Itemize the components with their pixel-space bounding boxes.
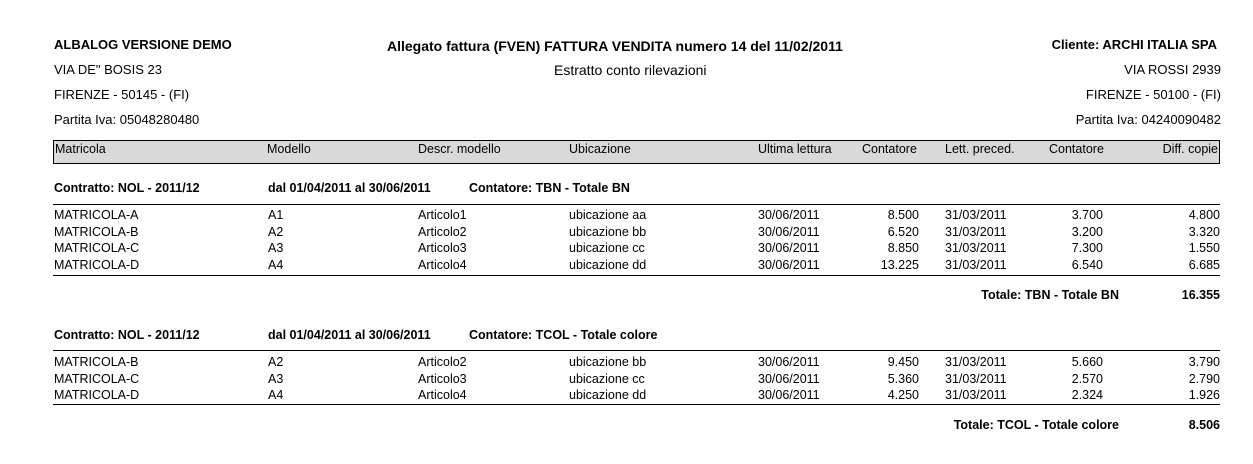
cell-descr: Articolo3 [418,241,467,255]
cell-ultima: 30/06/2011 [758,224,820,239]
cell-matricola: MATRICOLA-B [54,224,139,239]
section-1-total-label: Totale: TBN - Totale BN [981,288,1119,302]
cell-ultima: 30/06/2011 [758,208,820,222]
company-city: FIRENZE - 50145 - (FI) [54,87,190,102]
section-1-counter: Contatore: TBN - Totale BN [469,181,630,195]
cell-modello: A4 [268,257,284,272]
section-1-bottom-rule [53,275,1220,276]
cell-descr: Articolo3 [418,371,467,386]
cell-contatore2: 2.324 [1071,388,1103,402]
col-modello: Modello [267,142,311,156]
cell-diff: 2.790 [1188,371,1220,386]
cell-diff: 1.926 [1188,388,1220,402]
cell-contatore2: 6.540 [1071,257,1103,272]
company-vat: Partita Iva: 05048280480 [54,112,200,127]
cell-diff: 1.550 [1188,241,1220,255]
section-2-total-value: 8.506 [1188,418,1220,432]
cell-descr: Articolo4 [418,257,467,272]
cell-diff: 3.320 [1188,224,1220,239]
cell-ubicazione: ubicazione cc [569,241,645,255]
cell-matricola: MATRICOLA-D [54,388,140,402]
col-contatore-preced: Contatore [1049,142,1104,156]
cell-contatore1: 8.500 [887,208,919,222]
cell-contatore1: 8.850 [887,241,919,255]
cell-modello: A4 [268,388,284,402]
section-1-top-rule [53,204,1220,205]
cell-descr: Articolo4 [418,388,467,402]
cell-modello: A2 [268,224,284,239]
cell-diff: 3.790 [1188,355,1220,369]
section-2-total-label: Totale: TCOL - Totale colore [953,418,1119,432]
section-1-contract: Contratto: NOL - 2011/12 [54,181,200,195]
cell-ultima: 30/06/2011 [758,241,820,255]
cell-lett: 31/03/2011 [945,241,1007,255]
cell-contatore2: 3.200 [1071,224,1103,239]
cell-ultima: 30/06/2011 [758,257,820,272]
cell-matricola: MATRICOLA-A [54,208,139,222]
cell-ubicazione: ubicazione dd [569,257,647,272]
cell-ubicazione: ubicazione aa [569,208,647,222]
cell-ubicazione: ubicazione dd [569,388,647,402]
cell-modello: A2 [268,355,284,369]
cell-contatore2: 7.300 [1071,241,1103,255]
col-ubicazione: Ubicazione [569,142,631,156]
client-vat: Partita Iva: 04240090482 [1075,112,1221,127]
col-diff-copie: Diff. copie [1162,142,1218,156]
company-address: VIA DE" BOSIS 23 [54,62,162,77]
cell-contatore2: 5.660 [1071,355,1103,369]
table-row [0,241,1253,257]
cell-ultima: 30/06/2011 [758,388,820,402]
col-descr-modello: Descr. modello [418,142,501,156]
document-title: Allegato fattura (FVEN) FATTURA VENDITA numero 14 del 11/02/2011 [387,38,843,54]
cell-lett: 31/03/2011 [945,355,1007,369]
cell-matricola: MATRICOLA-D [54,257,140,272]
client-city: FIRENZE - 50100 - (FI) [1085,87,1221,102]
table-row [0,225,1253,241]
section-2-period: dal 01/04/2011 al 30/06/2011 [268,328,431,342]
cell-ultima: 30/06/2011 [758,371,820,386]
section-1-total-value: 16.355 [1181,288,1220,302]
cell-descr: Articolo1 [418,208,467,222]
cell-contatore2: 3.700 [1071,208,1103,222]
cell-lett: 31/03/2011 [945,388,1007,402]
column-header-bar [53,140,1220,164]
table-row [0,372,1253,388]
cell-ubicazione: ubicazione bb [569,224,647,239]
cell-lett: 31/03/2011 [945,371,1007,386]
cell-modello: A1 [268,208,284,222]
client-address: VIA ROSSI 2939 [1124,62,1221,77]
cell-ultima: 30/06/2011 [758,355,820,369]
table-row [0,355,1253,371]
section-2-counter: Contatore: TCOL - Totale colore [469,328,658,342]
company-name: ALBALOG VERSIONE DEMO [54,37,232,52]
cell-descr: Articolo2 [418,224,467,239]
col-contatore: Contatore [862,142,917,156]
cell-diff: 6.685 [1188,257,1220,272]
cell-descr: Articolo2 [418,355,467,369]
table-row [0,388,1253,404]
cell-matricola: MATRICOLA-B [54,355,139,369]
cell-contatore2: 2.570 [1071,371,1103,386]
client-name: Cliente: ARCHI ITALIA SPA [1051,37,1217,52]
cell-diff: 4.800 [1188,208,1220,222]
cell-contatore1: 5.360 [887,371,919,386]
col-ultima-lettura: Ultima lettura [758,142,832,156]
section-2-contract: Contratto: NOL - 2011/12 [54,328,200,342]
cell-lett: 31/03/2011 [945,257,1007,272]
cell-ubicazione: ubicazione cc [569,371,645,386]
cell-lett: 31/03/2011 [945,224,1007,239]
cell-matricola: MATRICOLA-C [54,371,140,386]
cell-modello: A3 [268,241,284,255]
table-row [0,208,1253,224]
table-row [0,258,1253,274]
section-1-period: dal 01/04/2011 al 30/06/2011 [268,181,431,195]
document-subtitle: Estratto conto rilevazioni [554,62,707,78]
section-2-top-rule [53,350,1220,351]
cell-matricola: MATRICOLA-C [54,241,140,255]
col-matricola: Matricola [55,142,106,156]
col-lett-preced: Lett. preced. [945,142,1015,156]
section-2-bottom-rule [53,404,1220,405]
cell-ubicazione: ubicazione bb [569,355,647,369]
cell-contatore1: 4.250 [887,388,919,402]
cell-modello: A3 [268,371,284,386]
cell-contatore1: 6.520 [887,224,919,239]
cell-lett: 31/03/2011 [945,208,1007,222]
cell-contatore1: 13.225 [880,257,919,272]
cell-contatore1: 9.450 [887,355,919,369]
